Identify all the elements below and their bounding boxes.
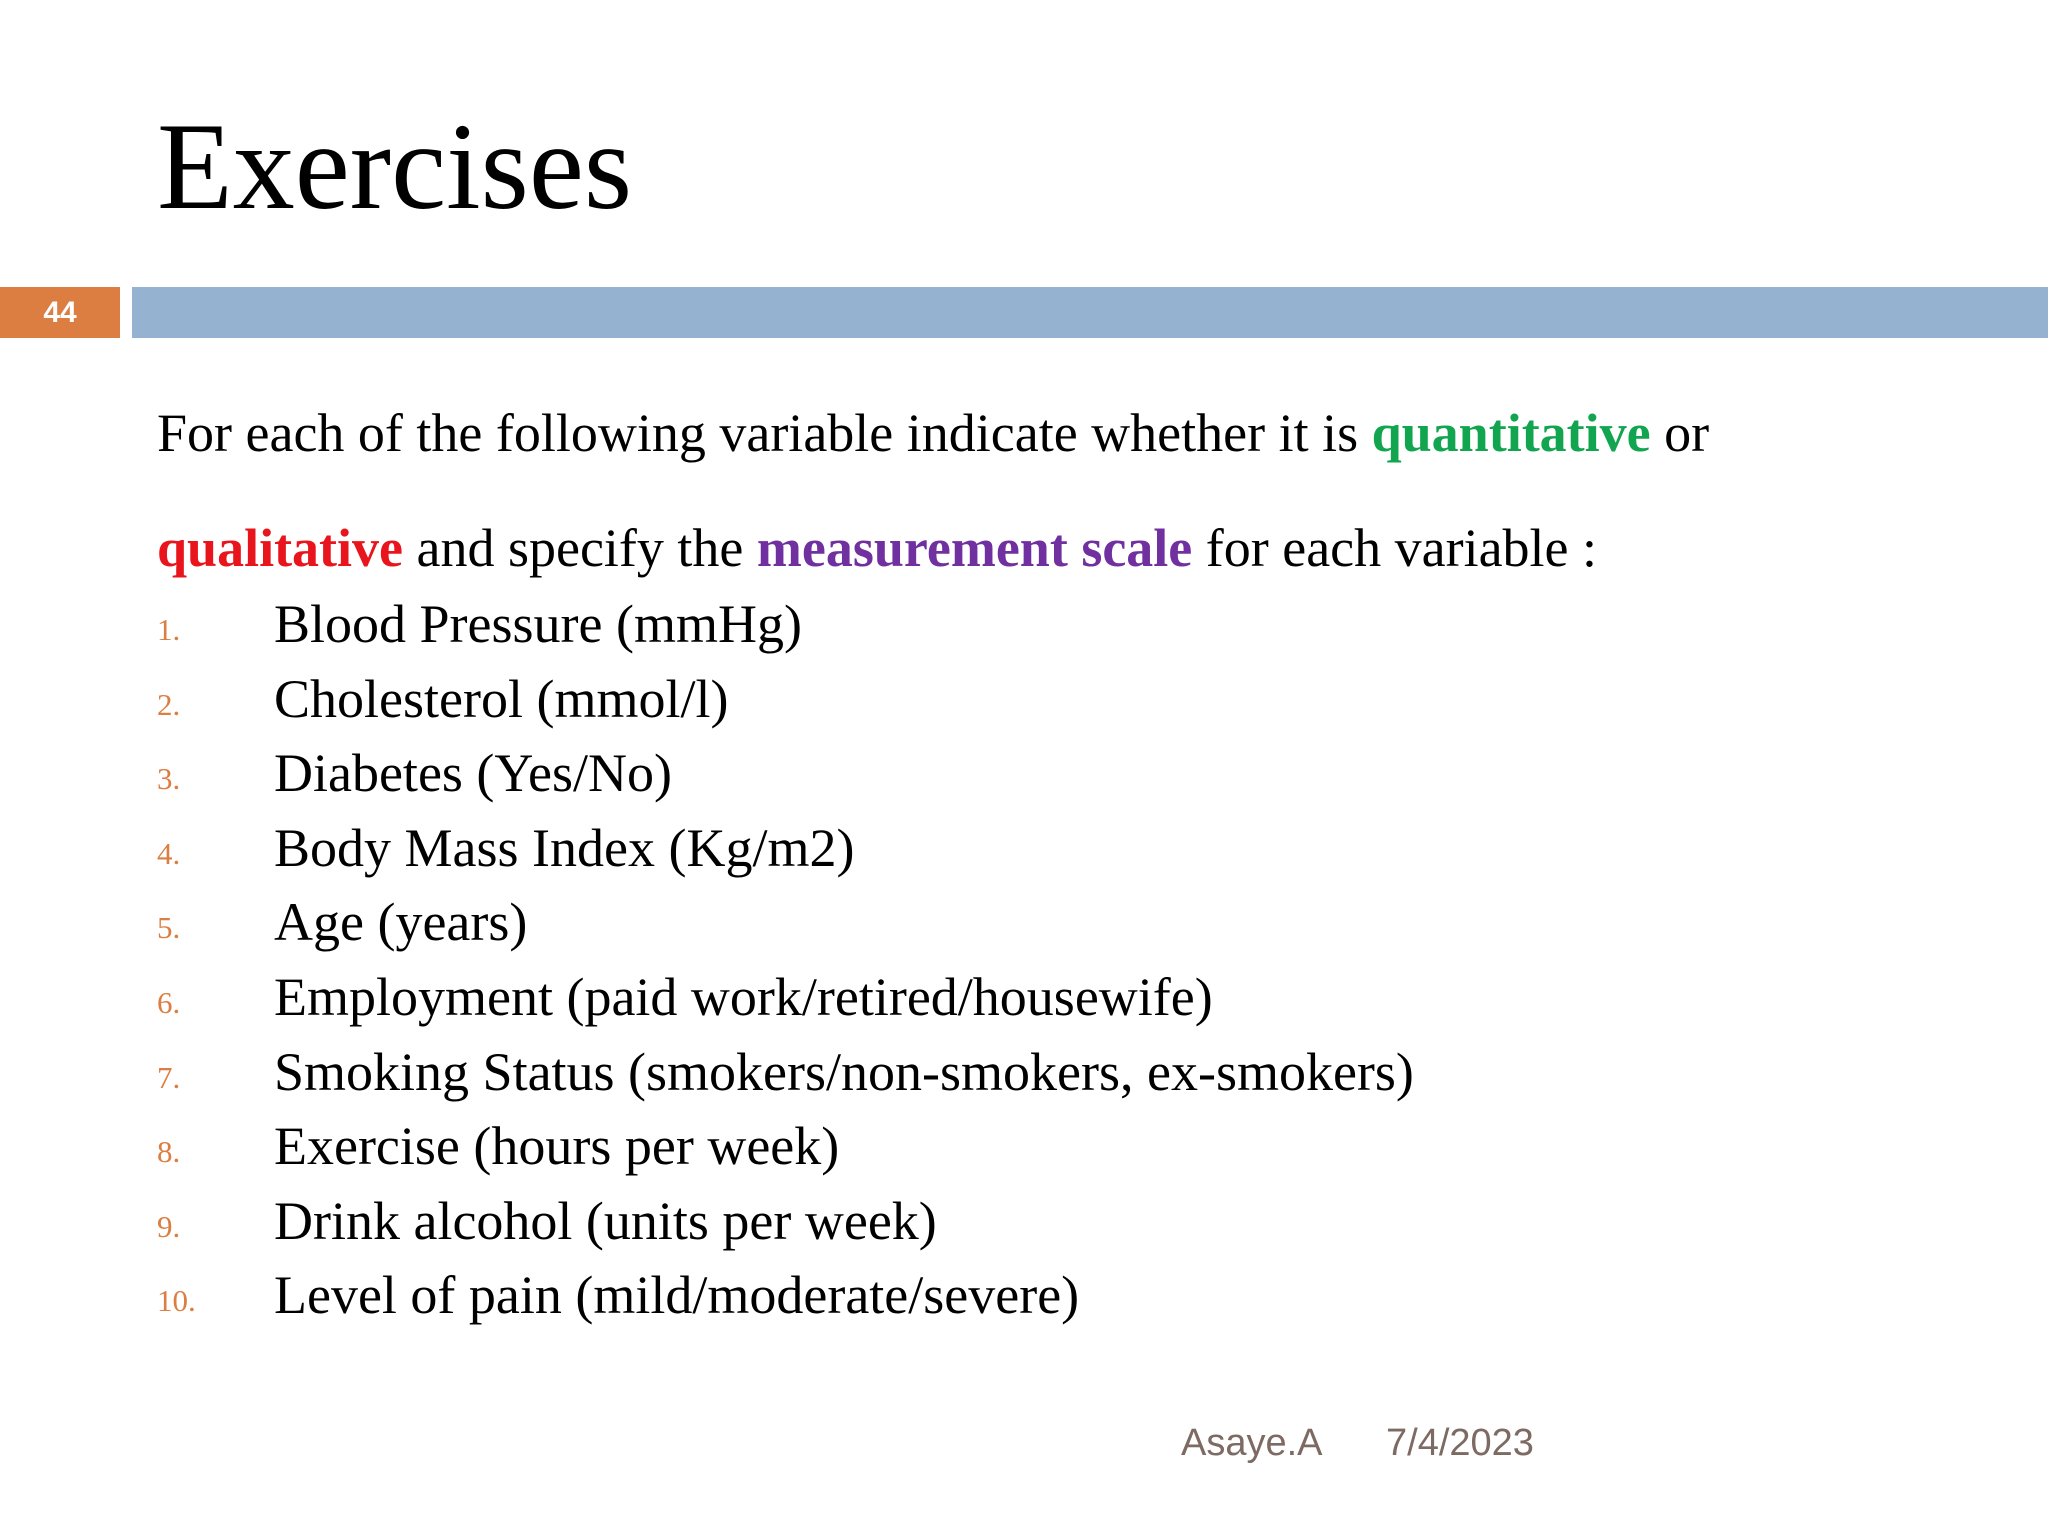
keyword-quantitative: quantitative — [1371, 403, 1651, 463]
list-item-number: 7. — [157, 1059, 181, 1095]
list-item-text: Employment (paid work/retired/housewife) — [274, 966, 1213, 1027]
title-divider-bar — [132, 287, 2048, 338]
list-item-text: Body Mass Index (Kg/m2) — [274, 817, 855, 878]
instructions-line-1 — [157, 376, 1997, 491]
list-item-number: 9. — [157, 1208, 181, 1244]
list-item-number: 4. — [157, 835, 181, 871]
list-item-number: 10. — [157, 1283, 196, 1319]
keyword-qualitative: qualitative — [157, 518, 404, 578]
list-item-text: Exercise (hours per week) — [274, 1116, 840, 1177]
list-item-text: Age (years) — [274, 892, 528, 953]
keyword-measurement-scale: measurement scale — [756, 518, 1193, 578]
list-item-text: Cholesterol (mmol/l) — [274, 668, 729, 729]
instructions-text-2: and specify the — [403, 518, 757, 578]
slide-number-badge: 44 — [0, 287, 120, 338]
footer-date: 7/4/2023 — [1386, 1422, 1534, 1464]
list-item-number: 6. — [157, 984, 181, 1020]
instructions-text-3: for each variable : — [1192, 518, 1598, 578]
instructions-paragraph — [157, 376, 1997, 606]
instructions-text-or: or — [1650, 403, 1710, 463]
list-item-number: 8. — [157, 1134, 181, 1170]
list-item-text: Level of pain (mild/moderate/severe) — [274, 1265, 1080, 1326]
list-item-number: 3. — [157, 761, 181, 797]
list-item-number: 5. — [157, 910, 181, 946]
slide-title: Exercises — [157, 98, 633, 235]
list-item-text: Blood Pressure (mmHg) — [274, 594, 802, 654]
list-item-number: 2. — [157, 686, 181, 722]
list-item-text: Diabetes (Yes/No) — [274, 743, 672, 804]
instructions-text-1: For each of the following variable indicate whether it is — [157, 403, 1372, 463]
footer-author: Asaye.A — [1181, 1422, 1323, 1464]
list-item-text: Smoking Status (smokers/non-smokers, ex-smokers) — [274, 1041, 1414, 1102]
list-item-number: 1. — [157, 612, 181, 647]
list-item-text: Drink alcohol (units per week) — [274, 1190, 937, 1251]
